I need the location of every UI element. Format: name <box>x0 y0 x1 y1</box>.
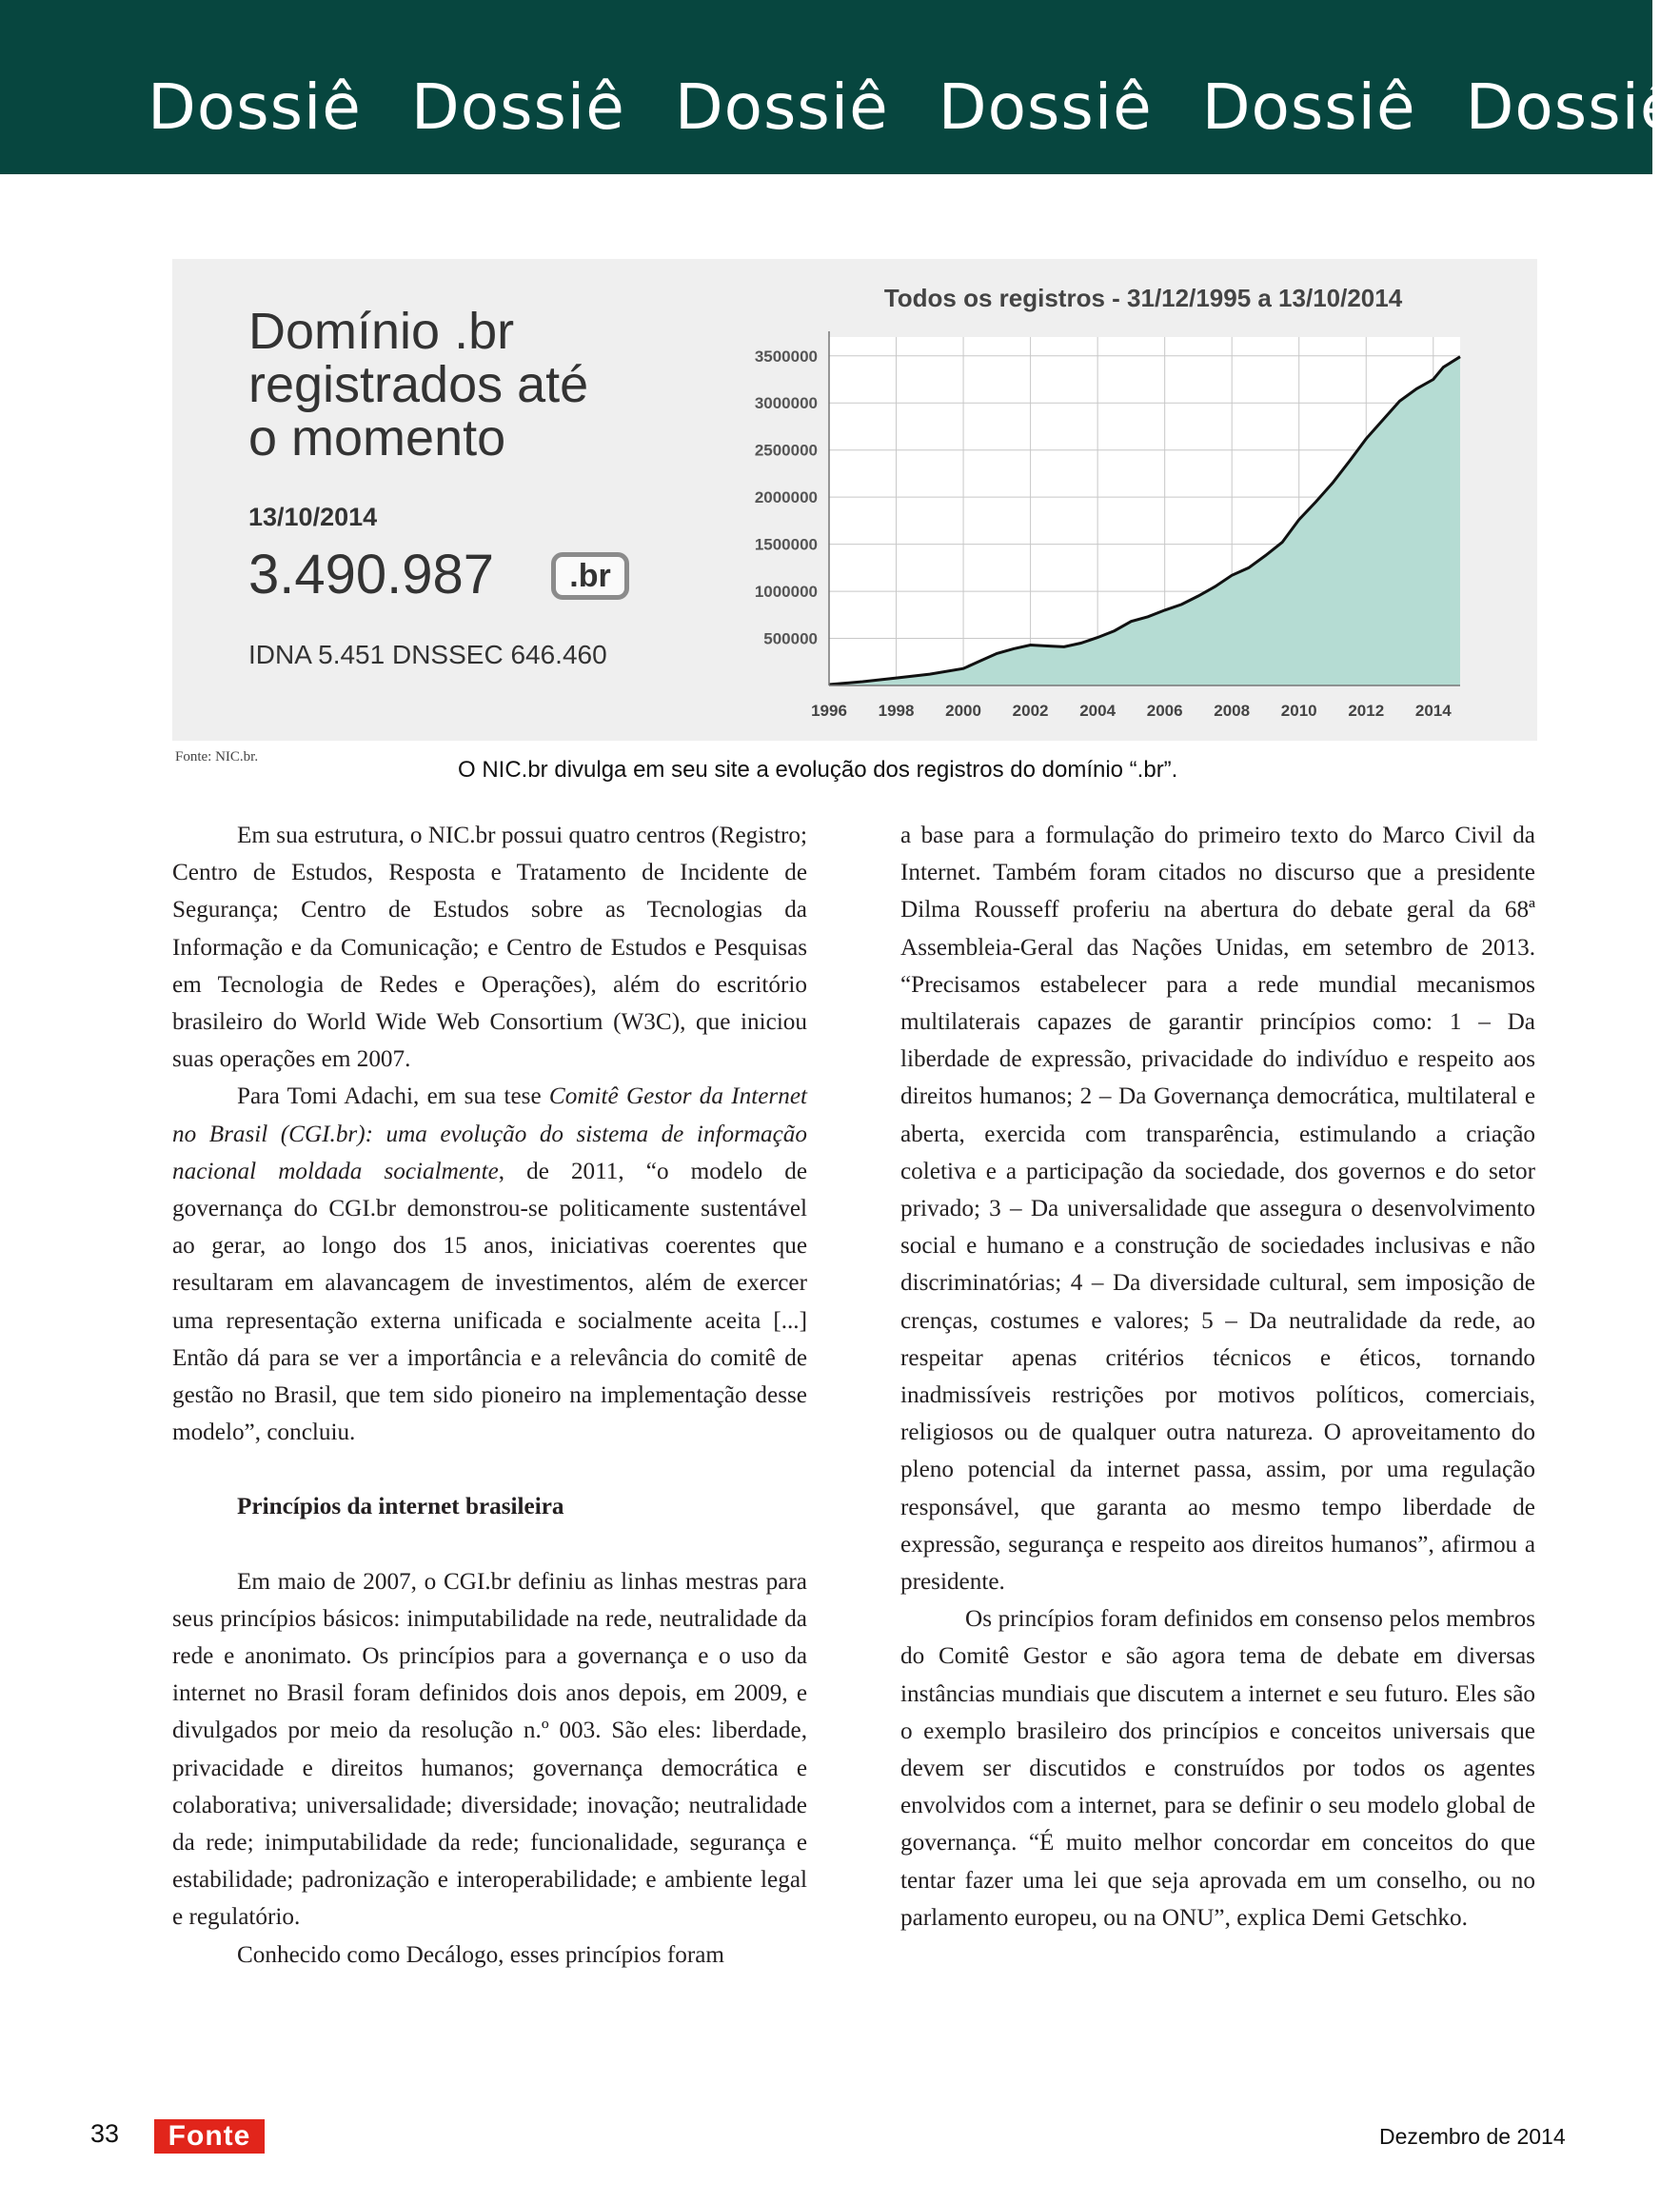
page-number: 33 <box>90 2119 120 2148</box>
x-tick-label: 2008 <box>1214 702 1251 720</box>
y-tick-label: 2500000 <box>754 441 818 460</box>
right-column <box>900 817 1535 1936</box>
header-words <box>148 70 1680 144</box>
figure-caption: O NIC.br divulga em seu site a evolução dos registros do domínio “.br”. <box>458 757 1178 783</box>
x-tick-label: 2014 <box>1414 702 1452 720</box>
x-tick-label: 1998 <box>878 702 915 720</box>
y-tick-label: 1500000 <box>754 535 818 554</box>
x-tick-label: 2000 <box>945 702 981 720</box>
header-word: Dossiê <box>148 70 362 144</box>
issue-date: Dezembro de 2014 <box>1379 2124 1566 2149</box>
paragraph-text: Para Tomi Adachi, em sua tese <box>237 1083 549 1110</box>
paragraph: a base para a formulação do primeiro texto do Marco Civil da Internet. Também foram citados no discurso que a presidente Dilma Rousseff proferiu na abertura do debate geral da 68ª Assembleia-Geral das Nações Unidas, em setembro de 2013. “Precisamos estabelecer para a rede mundial mecanismos multilaterais capazes de garantir princípios como: 1 – Da liberdade de expressão, privacidade do indivíduo e respeito aos direitos humanos; 2 – Da Governança democrática, multilateral e aberta, exercida com transparência, estimulando a criação coletiva e a participação da sociedade, dos governos e do setor privado; 3 – Da universalidade que assegura o desenvolvimento social e humano e a construção de sociedades inclusivas e não discriminatórias; 4 – Da diversidade cultural, sem imposição de crenças, costumes e valores; 5 – Da neutralidade da rede, ao respeitar apenas critérios técnicos e éticos, tornando inadmissíveis restrições por motivos políticos, comerciais, religiosos ou de qualquer outra natureza. O aproveitamento do pleno potencial da internet passa, assim, por uma regulação responsável, que garanta ao mesmo tempo liberdade de expressão, segurança e respeito aos direitos humanos”, afirmou a presidente. <box>900 823 1535 1596</box>
header-word: Dossiê <box>410 70 625 144</box>
chart-title: Todos os registros - 31/12/1995 a 13/10/2014 <box>883 284 1403 312</box>
x-tick-label: 2002 <box>1012 702 1049 720</box>
paragraph-text: , de 2011, “o modelo de governança do CGI.br demonstrou-se politicamente sustentável ao gerar, ao longo dos 15 anos, iniciativas coerentes que resultaram em alavancagem de investimentos, além de exercer uma representação externa unificada e socialmente aceita [...] Então dá para se ver a importância e a relevância do comitê de gestão no Brasil, que tem sido pioneiro na implementação desse modelo”, concluiu. <box>172 1158 807 1446</box>
y-tick-label: 3000000 <box>754 394 818 413</box>
fonte-logo: Fonte <box>154 2119 265 2154</box>
left-column <box>172 817 807 1974</box>
dossie-header-band <box>0 0 1680 174</box>
registration-count: 3.490.987 <box>248 544 495 606</box>
header-word: Dossiê <box>1465 70 1680 144</box>
x-tick-label: 1996 <box>811 702 847 720</box>
section-heading: Princípios da internet brasileira <box>237 1494 564 1520</box>
figure-title-line: registrados até <box>248 356 589 413</box>
paragraph: Conhecido como Decálogo, esses princípios foram <box>237 1941 725 1968</box>
x-tick-label: 2012 <box>1348 702 1385 720</box>
idna-dnssec-stats: IDNA 5.451 DNSSEC 646.460 <box>248 640 607 669</box>
figure-source-note: Fonte: NIC.br. <box>175 749 259 764</box>
paragraph: Em maio de 2007, o CGI.br definiu as linhas mestras para seus princípios básicos: inimputabilidade na rede, neutralidade da rede e anonimato. Os princípios para a governança e o uso da internet no Brasil foram definidos dois anos depois, em 2009, e divulgados por meio da resolução n.º 003. São eles: liberdade, privacidade e direitos humanos; governança democrática e colaborativa; universalidade; diversidade; inovação; neutralidade da rede; inimputabilidade da rede; funcionalidade, segurança e estabilidade; padronização e interoperabilidade; e ambiente legal e regulatório. <box>172 1568 807 1931</box>
header-word: Dossiê <box>938 70 1153 144</box>
y-tick-label: 1000000 <box>754 583 818 602</box>
x-tick-label: 2004 <box>1079 702 1117 720</box>
y-tick-label: 3500000 <box>754 347 818 366</box>
registrations-figure <box>172 259 1537 741</box>
paragraph: Os princípios foram definidos em consenso pelos membros do Comitê Gestor e são agora tema de debate em diversas instâncias mundiais que discutem a internet e seu futuro. Eles são o exemplo brasileiro dos princípios e conceitos universais que devem ser discutidos e construídos por todos os agentes envolvidos com a internet, para se definir o seu modelo global de governança. “É muito melhor concordar em conceitos do que tentar fazer uma lei que seja aprovada em um conselho, ou no parlamento europeu, ou na ONU”, explica Demi Getschko. <box>900 1606 1535 1931</box>
figure-date: 13/10/2014 <box>248 503 378 531</box>
br-logo-badge: .br <box>551 552 629 600</box>
registrations-chart <box>172 259 1537 741</box>
x-tick-label: 2010 <box>1280 702 1317 720</box>
y-tick-label: 500000 <box>763 629 818 648</box>
paragraph: Em sua estrutura, o NIC.br possui quatro centros (Registro; Centro de Estudos, Resposta e Tratamento de Incidente de Segurança; Centro de Estudos sobre as Tecnologias da Informação e da Comunicação; e Centro de Estudos e Pesquisas em Tecnologia de Redes e Operações), além do escritório brasileiro do World Wide Web Consortium (W3C), que iniciou suas operações em 2007. <box>172 823 807 1073</box>
thesis-title: Comitê Gestor da Internet no Brasil (CGI.br): uma evolução do sistema de informação nacional moldada socialmente <box>172 1083 807 1184</box>
header-word: Dossiê <box>1201 70 1416 144</box>
y-tick-label: 2000000 <box>754 488 818 507</box>
figure-title-line: Domínio .br <box>248 303 515 360</box>
header-word: Dossiê <box>674 70 889 144</box>
paragraph <box>172 1078 807 1451</box>
x-tick-label: 2006 <box>1146 702 1183 720</box>
figure-title-line: o momento <box>248 409 506 467</box>
